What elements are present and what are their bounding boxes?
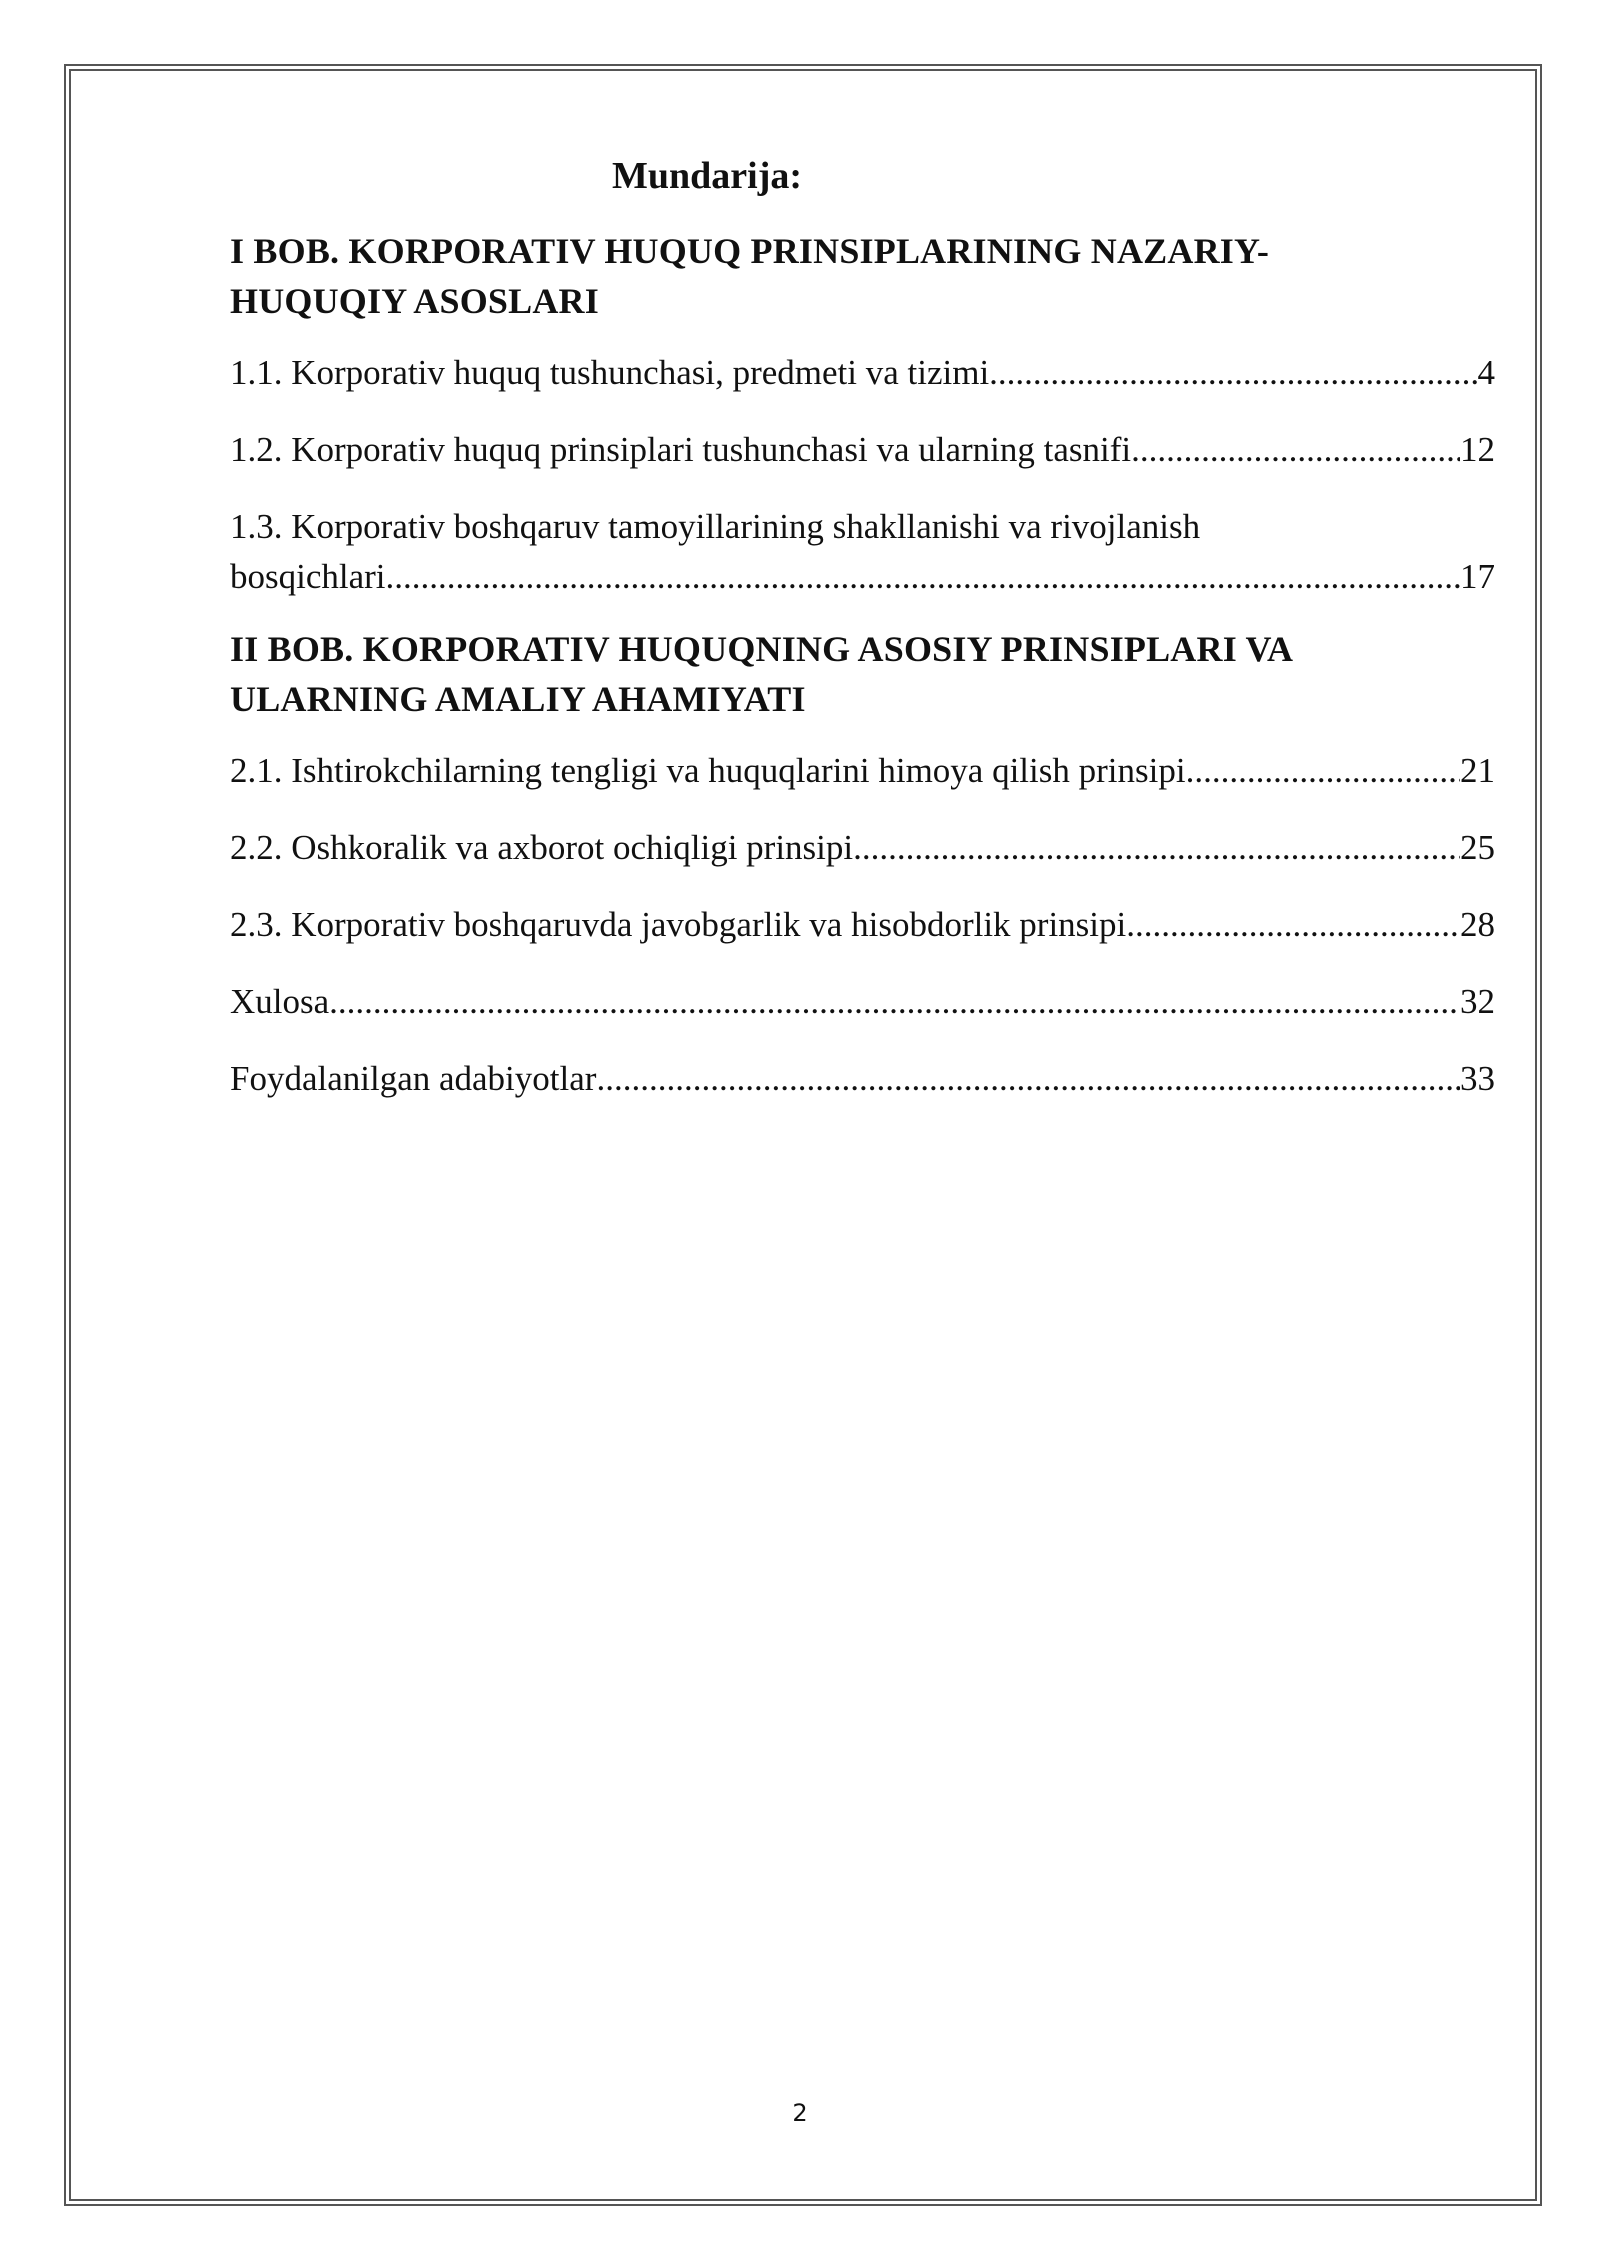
toc-entry-references[interactable] bbox=[230, 1054, 1495, 1104]
toc-entry-2-1[interactable] bbox=[230, 746, 1495, 796]
toc-entry-page: 28 bbox=[1460, 905, 1495, 944]
toc-title: Mundarija: bbox=[612, 155, 802, 197]
toc-entry-page: 32 bbox=[1460, 982, 1495, 1021]
toc-entry-2-2[interactable] bbox=[230, 823, 1495, 873]
toc-entry-text: Xulosa bbox=[230, 982, 330, 1021]
dot-leader bbox=[386, 552, 1460, 602]
toc-entry-conclusion[interactable] bbox=[230, 977, 1495, 1027]
chapter-2-heading bbox=[230, 624, 1495, 724]
toc-entry-page: 4 bbox=[1477, 353, 1495, 392]
dot-leader bbox=[329, 977, 1460, 1027]
toc-entry-page: 12 bbox=[1460, 430, 1495, 469]
chapter-1-heading bbox=[230, 226, 1495, 326]
toc-entry-text-line1: 1.3. Korporativ boshqaruv tamoyillarining shakllanishi va rivojlanish bbox=[230, 507, 1201, 546]
dot-leader bbox=[1131, 425, 1460, 475]
toc-entry-page: 25 bbox=[1460, 828, 1495, 867]
toc-entry-text: 2.3. Korporativ boshqaruvda javobgarlik va hisobdorlik prinsipi bbox=[230, 905, 1127, 944]
page-number: 2 bbox=[792, 2099, 808, 2127]
table-of-contents bbox=[230, 226, 1495, 1131]
chapter-1-heading-line1: I BOB. KORPORATIV HUQUQ PRINSIPLARINING NAZARIY- bbox=[230, 231, 1270, 271]
toc-entry-text: 2.2. Oshkoralik va axborot ochiqligi prinsipi bbox=[230, 828, 854, 867]
chapter-1-heading-line2: HUQUQIY ASOSLARI bbox=[230, 281, 599, 321]
toc-entry-text: Foydalanilgan adabiyotlar bbox=[230, 1059, 597, 1098]
toc-entry-1-3[interactable] bbox=[230, 502, 1495, 602]
dot-leader bbox=[1186, 746, 1460, 796]
dot-leader bbox=[596, 1054, 1460, 1104]
toc-entry-page: 21 bbox=[1460, 751, 1495, 790]
chapter-2-heading-line2: ULARNING AMALIY AHAMIYATI bbox=[230, 679, 806, 719]
chapter-2-heading-line1: II BOB. KORPORATIV HUQUQNING ASOSIY PRINSIPLARI VA bbox=[230, 629, 1294, 669]
toc-entry-1-2[interactable] bbox=[230, 425, 1495, 475]
toc-entry-1-1[interactable] bbox=[230, 348, 1495, 398]
toc-entry-text: 2.1. Ishtirokchilarning tengligi va huquqlarini himoya qilish prinsipi bbox=[230, 751, 1186, 790]
toc-entry-text: 1.2. Korporativ huquq prinsiplari tushunchasi va ularning tasnifi bbox=[230, 430, 1132, 469]
toc-entry-text: 1.1. Korporativ huquq tushunchasi, predmeti va tizimi bbox=[230, 353, 990, 392]
toc-entry-text-line2: bosqichlari bbox=[230, 557, 386, 596]
toc-entry-line2 bbox=[230, 552, 1495, 602]
dot-leader bbox=[853, 823, 1460, 873]
dot-leader bbox=[1126, 900, 1460, 950]
toc-entry-page: 33 bbox=[1460, 1059, 1495, 1098]
dot-leader bbox=[989, 348, 1477, 398]
toc-entry-2-3[interactable] bbox=[230, 900, 1495, 950]
toc-entry-page: 17 bbox=[1460, 557, 1495, 596]
